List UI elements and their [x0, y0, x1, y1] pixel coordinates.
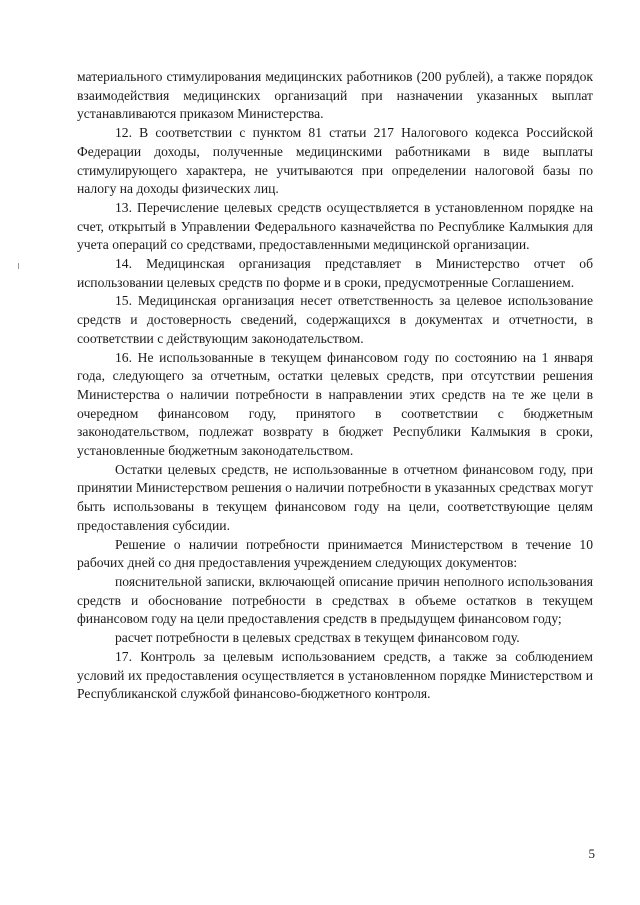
paragraph-16-calculation: расчет потребности в целевых средствах в текущем финансовом году.: [115, 630, 520, 646]
margin-scan-mark: [18, 263, 19, 269]
paragraph-16-decision: Решение о наличии потребности принимается Министерством в течение 10 рабочих дней со дня предоставления учреждением следующих документов:: [77, 536, 593, 571]
paragraph-continuation: материального стимулирования медицинских работников (200 рублей), а также порядок взаимодействия медицинских организаций при назначении указанных выплат устанавливаются приказом Министерства.: [77, 69, 593, 122]
page-number: 5: [588, 846, 595, 861]
paragraph-17: 17. Контроль за целевым использованием средств, а также за соблюдением условий их предоставления осуществляется в установленном порядке Министерством и Республиканской службой финансово-бюджетного контроля.: [77, 648, 593, 702]
paragraph-16: 16. Не использованные в текущем финансовом году по состоянию на 1 января года, следующего за отчетным, остатки целевых средств, при отсутствии решения Министерства о наличии потребности в направлении этих средств на те же цели в очередном финансовом году, принятого в соответствии с бюджетным законодательством, подлежат возврату в бюджет Республики Калмыкия в сроки, установленные бюджетным законодательством.: [77, 349, 593, 459]
paragraph-13: 13. Перечисление целевых средств осуществляется в установленном порядке на счет, открытый в Управлении Федерального казначейства по Республике Калмыкия для учета операций со средствами, предоставленными медицинской организации.: [77, 199, 593, 253]
document-body: [77, 68, 593, 704]
paragraph-15: 15. Медицинская организация несет ответственность за целевое использование средств и достоверность сведений, содержащихся в документах и отчетности, в соответствии с действующим законодательством.: [77, 293, 593, 346]
paragraph-12: 12. В соответствии с пунктом 81 статьи 217 Налогового кодекса Российской Федерации доходы, полученные медицинскими работниками в виде выплаты стимулирующего характера, не учитываются при определении налоговой базы по налогу на доходы физических лиц.: [77, 125, 593, 197]
paragraph-16-remainders: Остатки целевых средств, не использованные в отчетном финансовом году, при принятии Министерством решения о наличии потребности в указанных средствах могут быть использованы в текущем финансовом году на цели, соответствующие целям предоставления субсидии.: [77, 461, 593, 533]
paragraph-16-note: пояснительной записки, включающей описание причин неполного использования средств и обоснование потребности в средствах в объеме остатков в текущем финансовом году на цели предоставления средств в предыдущем финансовом году;: [77, 573, 593, 627]
paragraph-14: 14. Медицинская организация представляет в Министерство отчет об использовании целевых средств по форме и в сроки, предусмотренные Соглашением.: [77, 256, 593, 290]
